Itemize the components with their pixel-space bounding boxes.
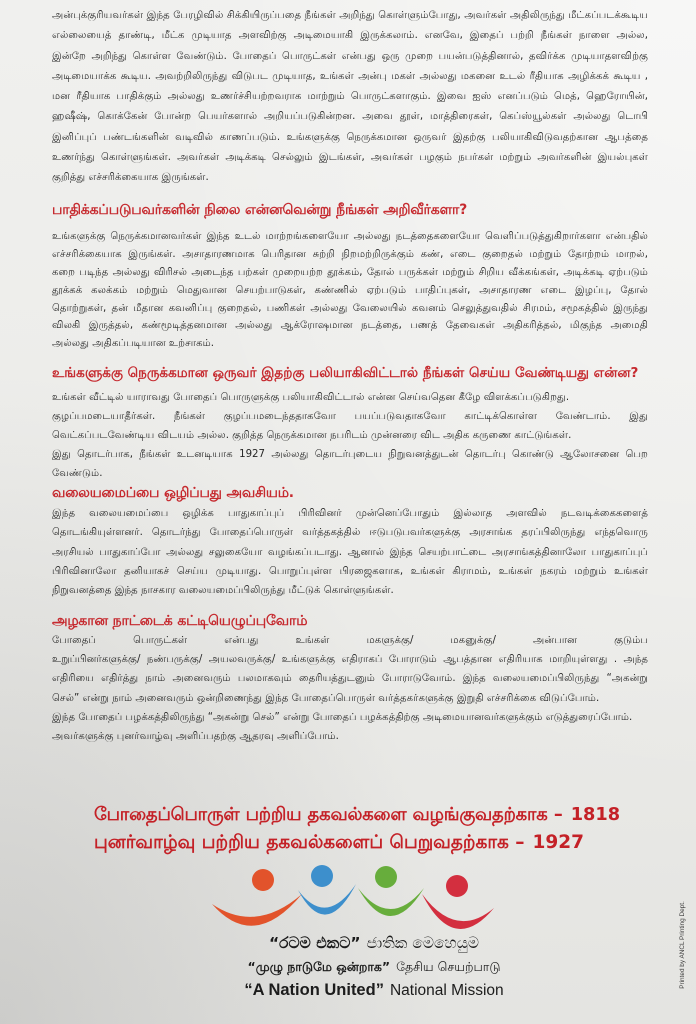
campaign-rest-english: National Mission (389, 982, 504, 999)
body-text-line: தூக்கக் கலக்கம் மற்றும் மெதுவான செயற்பாடுகள், கண்ணில் ஏற்படும் பாதிப்புகள், அசாதாரண எடை இழப்பு, தோல் (52, 284, 648, 296)
body-text-line: உணர்ந்து கொள்ளுங்கள். அவர்கள் அடிக்கடி செல்லும் இடங்கள், அவர்கள் பழகும் நபர்கள் மற்றும் அவர்களின் இயல்புகள் (52, 152, 648, 164)
hotline-number: 1818 (570, 805, 621, 825)
hotline-label: போதைப்பொருள் பற்றிய தகவல்களை வழங்குவதற்காக – (94, 805, 563, 825)
logo-figure-1-head (252, 869, 274, 891)
campaign-rest-tamil: தேசிய செயற்பாடு (396, 959, 501, 974)
body-text-line: உங்கள் வீட்டில் யாராவது போதைப் பொருளுக்கு பலியாகிவிட்டால் என்ன செய்வதென கீழே விளக்கப்படுகிறது. (52, 392, 570, 403)
body-text-line: எல்லையைத் தாண்டி, மீட்க முடியாத அளவிற்கு அடிமையாகி இருக்கலாம். எனவே, இதைப் பற்றி நீங்கள் நாளை அல்ல, (52, 30, 648, 42)
body-text-line: தொடங்கியுள்ளனர். தொடர்ந்து போதைப்பொருள் வர்த்தகத்தில் ஈடுபடுபவர்களுக்கு அரசாங்க தரப்பிலிருந்து எந்தவொரு (52, 527, 648, 539)
section-heading-what-to-do: உங்களுக்கு நெருக்கமான ஒருவர் இதற்கு பலியாகிவிட்டால் நீங்கள் செய்ய வேண்டியது என்ன? (52, 365, 639, 381)
body-text-line: இனிப்புப் பண்டங்களின் வடிவில் காணப்படும். உங்களுக்கு நெருக்கமான ஒருவர் இதற்கு பலியாகிவிடுவதற்கான ஆபத்தை (52, 131, 648, 143)
campaign-rest-sinhala: ජාතික මෙහෙයුම (366, 934, 480, 952)
nation-united-logo-icon (206, 864, 498, 940)
section-heading-symptoms: பாதிக்கப்படுபவர்களின் நிலை என்னவென்று நீங்கள் அறிவீர்களா? (52, 202, 468, 218)
logo-figure-3-body (358, 888, 424, 916)
printer-credit: Printed by ANCL Printing Dept. (679, 901, 686, 989)
section-paragraph-build-nation (52, 631, 648, 746)
section-paragraph-symptoms (52, 228, 648, 353)
body-text-line: மன ரீதியாக பாதிக்கும் அல்லது உணர்ச்சியற்றவராக மாற்றும் பொருட்களாகும். இவை ஐஸ் எனப்படும் மெத், ஹெரோயின், (52, 91, 648, 103)
campaign-name-sinhala (232, 932, 516, 954)
body-text-line: வெட்கப்படவேண்டிய விடயம் அல்ல. குறித்த நெருக்கமான நபரிடம் முன்னரை விட அதிக கருணை காட்டுங்கள். (52, 430, 572, 441)
body-text-line: அவர்களுக்கு புனர்வாழ்வு அளிப்பதற்கு ஆதரவு அளிப்போம். (52, 730, 339, 742)
campaign-name-english (232, 979, 516, 1001)
body-text-line: குறித்து எச்சரிக்கையாக இருங்கள். (52, 172, 209, 184)
body-text-line: கறை படிந்த அல்லது விரிசல் அடைந்த பற்கள் முறையற்ற தூக்கம், தோல் பருக்கள் மற்றும் சிறிய வீக்கங்கள், அடிக்கடி ஏற்படும் (52, 266, 648, 278)
hotline-label: புனர்வாழ்வு பற்றிய தகவல்களைப் பெறுவதற்காக – (94, 832, 525, 853)
campaign-name-tamil (232, 957, 516, 977)
hotline-rehabilitation-info (94, 831, 624, 855)
body-text-line: வேண்டும். (52, 468, 103, 479)
body-text-line: நிறுவனத்தை இந்த நாசகார வலையமைப்பிலிருந்து மீட்டுக் கொள்ளுங்கள். (52, 585, 394, 597)
body-text-line: செல்” என்று நாம் அனைவரும் ஒன்றிணைந்து இந்த போதைப்பொருள் வர்த்தகர்களுக்கு இறுதி எச்சரிக்கை விடுப்போம். (52, 692, 600, 704)
logo-figure-3-head (375, 866, 397, 888)
body-text-line: அரசியல் பாதுகாப்போ அல்லது சலுகையோ வழங்கப்படாது. ஆனால் இந்த செயற்பாட்டை அரசாங்கத்தினாலோ பாதுகாப்புப் (52, 546, 648, 558)
hotline-number: 1927 (532, 832, 585, 853)
body-text-line: இந்த வலையமைப்பை ஒழிக்க பாதுகாப்புப் பிரிவினர் முன்னெப்போதும் இல்லாத அளவில் நடவடிக்கைகளைத் (52, 508, 648, 519)
logo-figure-4-head (446, 875, 468, 897)
logo-figure-4-body (422, 894, 494, 929)
body-text-line: இந்த போதைப் பழக்கத்திலிருந்து “அகன்று செல்” என்று போதைப் பழக்கத்திற்கு அடிமையானவர்களுக்கும் எடுத்துரைப்போம். (52, 711, 633, 723)
body-text-line: பிரிவினாலோ தனியாகச் செய்ய முடியாது. பொறுப்புள்ள பிரஜைகளாக, உங்கள் கிராமம், உங்கள் நகரம் மற்றும் உங்கள் (52, 565, 648, 577)
body-text-line: உங்களுக்கு நெருக்கமானவர்கள் இந்த உடல் மாற்றங்களையோ அல்லது நடத்தைகளையோ வெளிப்படுத்துகிறார்களா என்பதில் (52, 231, 648, 242)
logo-figure-1-body (212, 894, 302, 926)
logo-figure-2-body (298, 884, 356, 915)
body-text-line: இன்றே அறிந்து கொள்ள வேண்டும். போதைப் பொருட்கள் என்பது ஒரு முறை பயன்படுத்தினால், தவிர்க்க முடியாதளவிற்கு (52, 50, 648, 62)
body-text-line: எச்சரிக்கையாக இருங்கள். அசாதாரணமாக பெரிதான சுற்றி நிறமற்றிருக்கும் கண், எடை குறைதல் மற்றும் தோற்றம் மாறல், (52, 248, 648, 260)
body-text-line: அல்லது அதிகப்படியான உற்சாகம். (52, 338, 215, 350)
campaign-quoted-english: “A Nation United” (244, 981, 384, 999)
body-text-line: ஹஷீஷ், கொக்கேன் போன்ற பெயர்களால் அறியப்படுகின்றன. அவை தூள், மாத்திரைகள், கெப்ஸ்யூல்கள் அல்லது டொபி (52, 111, 648, 123)
body-text-line: தொற்றுகள், தன் மீதான கவனிப்பு குறைதல், பணிகள் அல்லது வேலையில் கவனம் செலுத்துவதில் சிரமம், சமூகத்தில் இருந்து (52, 302, 648, 314)
campaign-quoted-tamil: “முழு நாடுமே ஒன்றாக” (247, 959, 391, 974)
intro-paragraph (52, 6, 648, 189)
section-paragraph-what-to-do (52, 388, 648, 483)
body-text-line: உறுப்பினர்களுக்கு/ நண்பருக்கு/ அயலவருக்கு/ உங்களுக்கு எதிராகப் போராடும் ஆபத்தான எதிரியாக மாறியுள்ளது . அந்த (52, 654, 648, 666)
hotline-drug-info (94, 803, 624, 827)
body-text-line: விலகி இருத்தல், கண்மூடித்தனமான அல்லது ஆக்ரோஷமான நடத்தை, பணத் தேவைகள் அதிகரித்தல், மிகுந்த அமைதி (52, 320, 648, 332)
body-text-line: அடிமையாக்க கூடிய. அவற்றிலிருந்து விடுபட முடியாத, உங்கள் அன்பு மகள் அல்லது மகனை உடல் ரீதியாக அழிக்கக் கூடிய , (52, 70, 648, 82)
body-text-line: போதைப் பொருட்கள் என்பது உங்கள் மகளுக்கு/ மகனுக்கு/ அன்பான குடும்ப (52, 635, 648, 646)
section-paragraph-eliminate-network (52, 504, 648, 600)
body-text-line: இது தொடர்பாக, நீங்கள் உடனடியாக 1927 அல்லது தொடர்புடைய நிறுவனத்துடன் தொடர்பு கொண்டு ஆலோசனை பெற (52, 449, 648, 460)
body-text-line: குழப்பமடையாதீர்கள். நீங்கள் குழப்பமடைந்ததாகவோ பயப்படுவதாகவோ காட்டிக்கொள்ள வேண்டாம். இது (52, 411, 648, 422)
logo-figure-2-head (311, 865, 333, 887)
section-heading-eliminate-network: வலையமைப்பை ஒழிப்பது அவசியம். (52, 485, 295, 501)
section-heading-build-nation: அழகான நாட்டைக் கட்டியெழுப்புவோம் (52, 613, 308, 629)
campaign-quoted-sinhala: “රටම එකට” (268, 934, 361, 952)
body-text-line: எதிரியை எதிர்த்து நாம் அனைவரும் பலமாகவும் தைரியத்துடனும் போராடுவோம். இந்த வலையமைப்பிலிருந்து “அகன்று (52, 673, 648, 685)
body-text-line: அன்புக்குரியவர்கள் இந்த பேரழிவில் சிக்கியிருப்பதை நீங்கள் அறிந்து கொள்ளும்போது, அவர்கள் அதிலிருந்து மீட்கப்படக்கூடிய (52, 10, 648, 21)
